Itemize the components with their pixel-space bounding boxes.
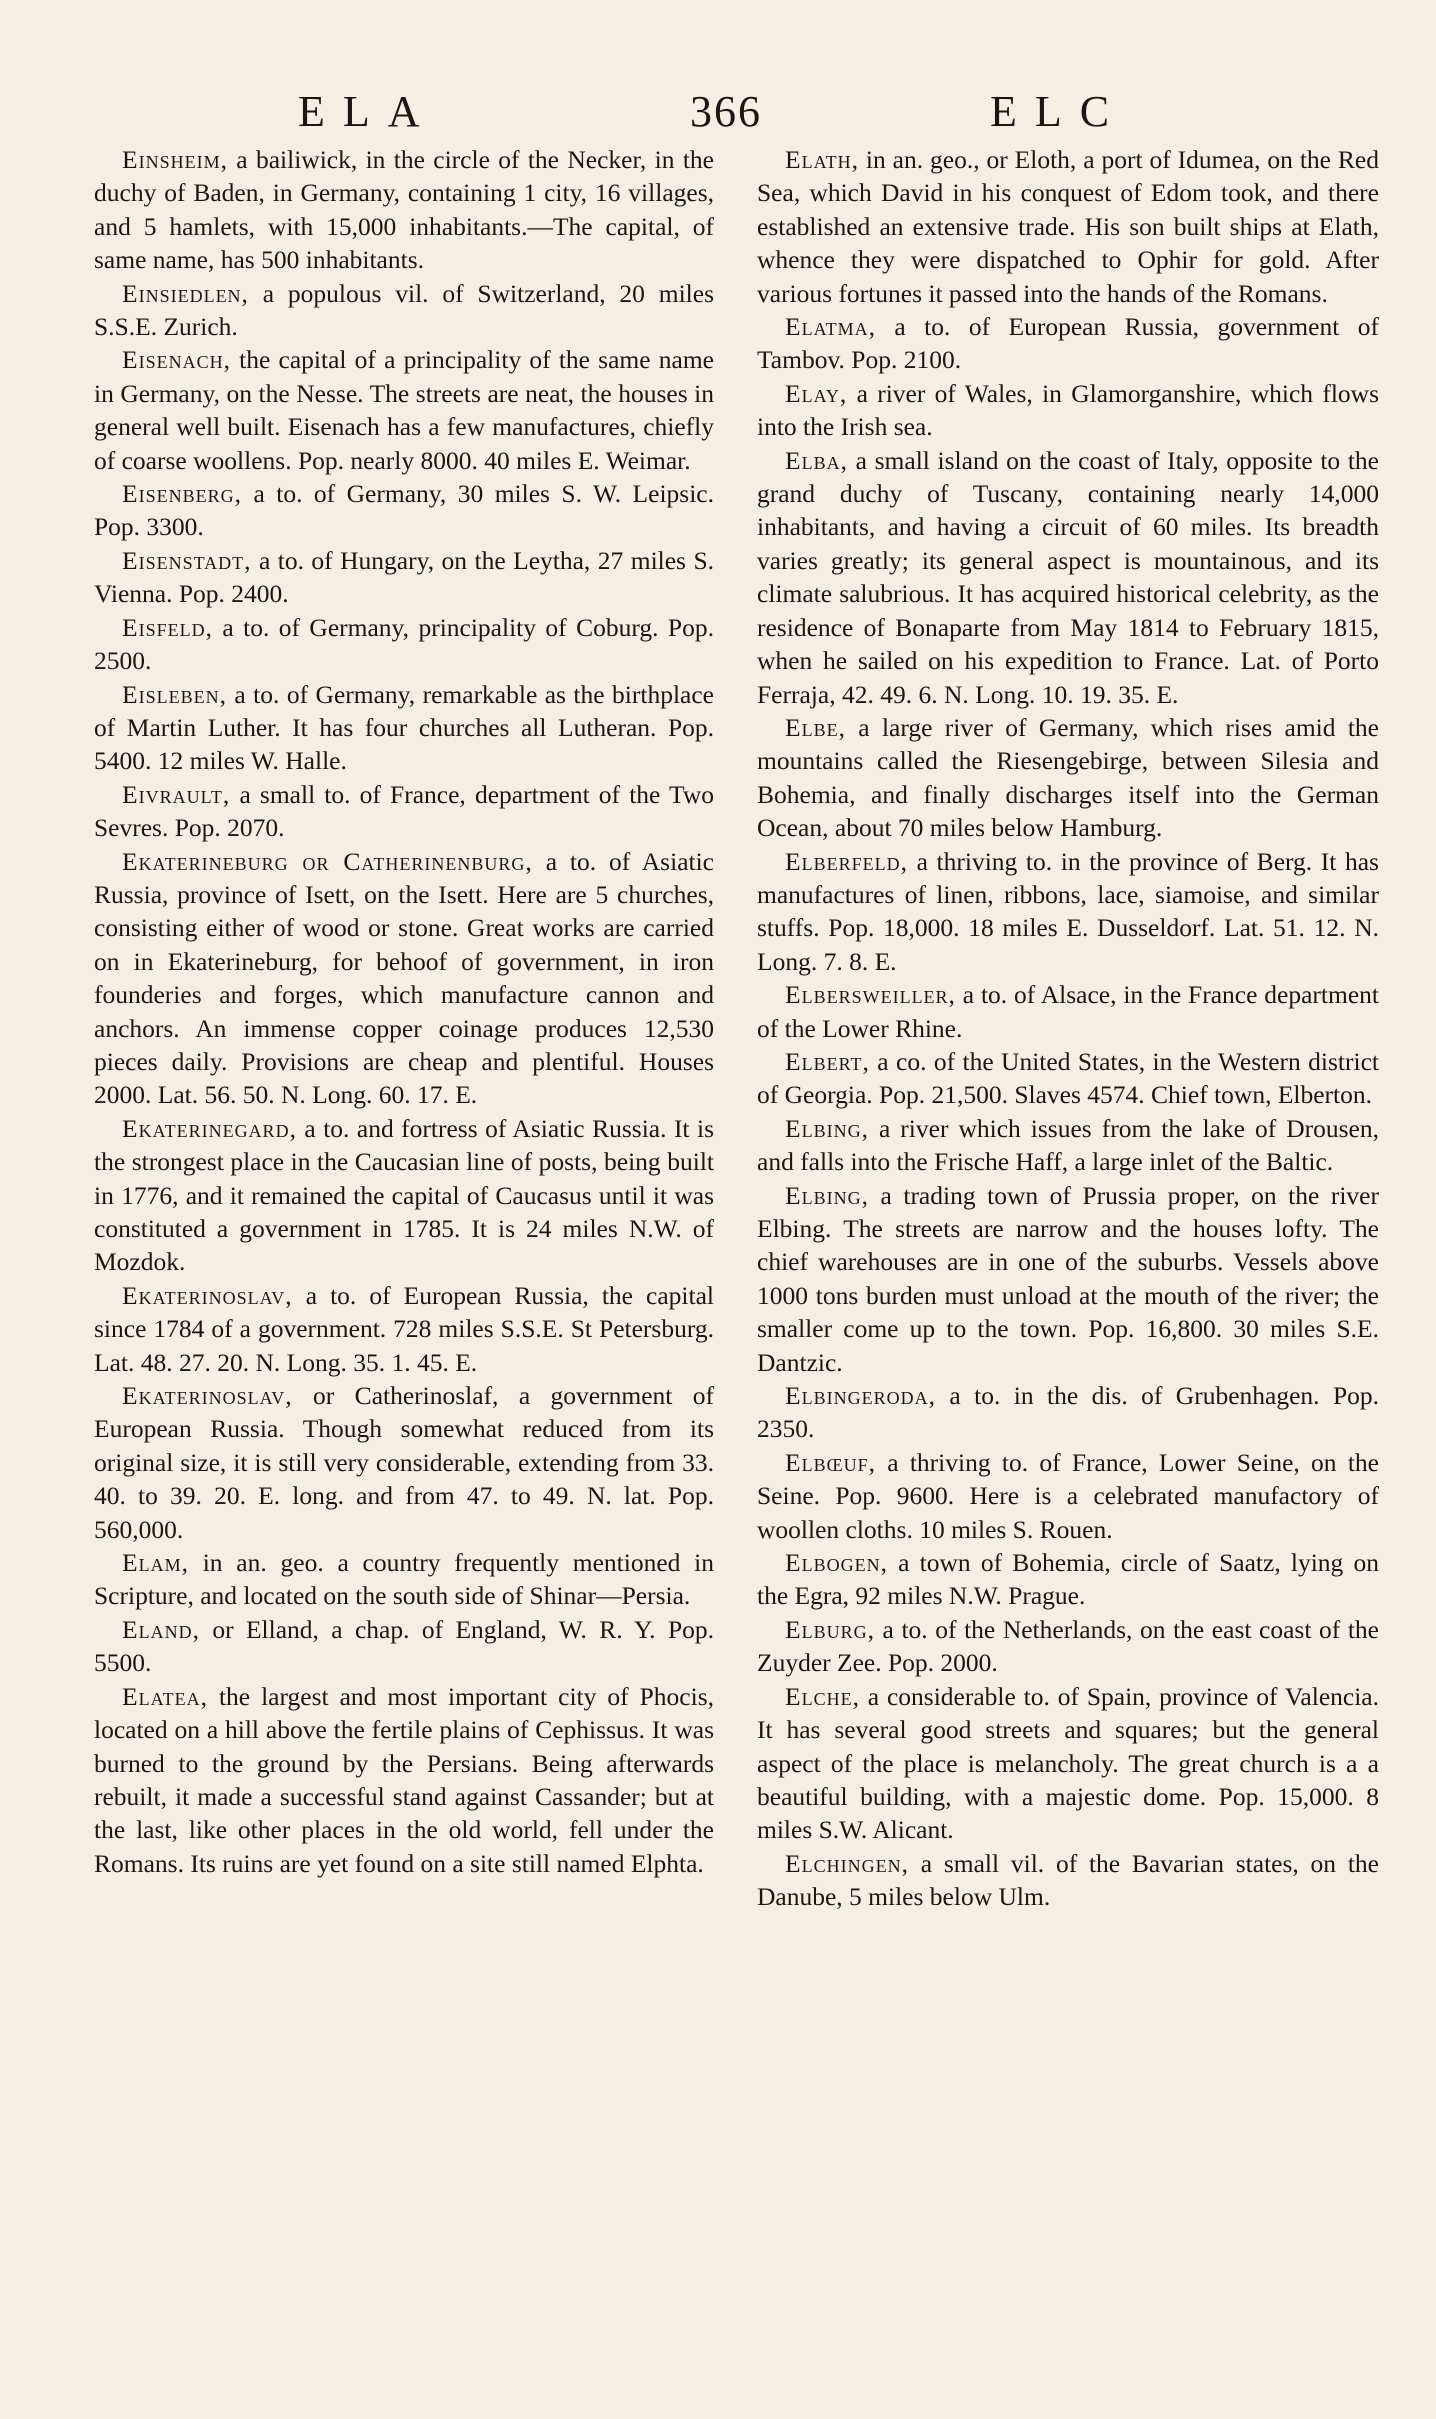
gazetteer-entry bbox=[757, 1680, 1379, 1847]
gazetteer-entry bbox=[757, 845, 1379, 979]
entry-text: a river of Wales, in Glamorganshire, which flows into the Irish sea. bbox=[757, 378, 1379, 442]
entry-headword: Eivrault, bbox=[122, 779, 231, 809]
entry-headword: Elatea, bbox=[122, 1681, 208, 1711]
entry-headword: Elchingen, bbox=[785, 1848, 909, 1878]
entry-text: the capital of a principality of the same name in Germany, on the Nesse. The streets are neat, the houses in general well built. Eisenach has a few manufactures, chiefly of coarse woollens. Pop. nearly 8000. 40 miles E. Weimar. bbox=[94, 345, 714, 475]
gazetteer-entry bbox=[94, 1379, 714, 1546]
entry-text: a to. in the dis. of Grubenhagen. Pop. 2350. bbox=[757, 1381, 1379, 1444]
entry-headword: Eisfeld, bbox=[122, 612, 213, 642]
entry-headword: Elbert, bbox=[785, 1046, 870, 1076]
gazetteer-entry bbox=[757, 1112, 1379, 1179]
gazetteer-entry bbox=[94, 1112, 714, 1279]
gazetteer-entry bbox=[94, 1546, 714, 1613]
gazetteer-entry bbox=[94, 277, 714, 344]
entry-headword: Elath, bbox=[785, 145, 859, 174]
entry-headword: Elba, bbox=[785, 445, 848, 475]
gazetteer-entry bbox=[757, 1179, 1379, 1379]
gazetteer-entry bbox=[94, 1680, 714, 1880]
entry-headword: Elay, bbox=[785, 378, 848, 408]
entry-headword: Eisenstadt, bbox=[122, 545, 252, 575]
gazetteer-entry bbox=[757, 143, 1379, 310]
entry-headword: Elbing, bbox=[785, 1180, 869, 1210]
entry-headword: Elburg, bbox=[785, 1614, 875, 1644]
entry-headword: Elbœuf, bbox=[785, 1447, 876, 1477]
entry-text: a large river of Germany, which rises amid the mountains called the Riesengebirge, between Silesia and Bohemia, and finally discharges itself into the German Ocean, about 70 miles below Hamburg. bbox=[757, 712, 1379, 843]
entry-text: in an. geo., or Eloth, a port of Idumea, on the Red Sea, which David in his conquest of Edom took, and there established an extensive trade. His son built ships at Elath, whence they were dispatched to Ophir for gold. After various fortunes it passed into the hands of the Romans. bbox=[757, 145, 1379, 308]
entry-text: a small to. of France, department of the Two Sevres. Pop. 2070. bbox=[94, 779, 714, 843]
entry-headword: Ekaterineburg or Catherinenburg, bbox=[122, 846, 533, 876]
gazetteer-entry bbox=[757, 1546, 1379, 1613]
entry-headword: Eland, bbox=[122, 1614, 200, 1644]
right-column bbox=[757, 143, 1379, 1914]
gazetteer-entry bbox=[757, 978, 1379, 1045]
entry-headword: Elbogen, bbox=[785, 1548, 888, 1578]
entry-text: a thriving to. in the province of Berg. It has manufactures of linen, ribbons, lace, siamoise, and similar stuffs. Pop. 18,000. 18 miles E. Dusseldorf. Lat. 51. 12. N. Long. 7. 8. E. bbox=[757, 846, 1379, 976]
gazetteer-entry bbox=[94, 611, 714, 678]
gazetteer-entry bbox=[757, 310, 1379, 377]
entry-text: a town of Bohemia, circle of Saatz, lying on the Egra, 92 miles N.W. Prague. bbox=[757, 1548, 1379, 1611]
entry-headword: Eisenach, bbox=[122, 345, 231, 375]
entry-headword: Eisleben, bbox=[122, 679, 227, 709]
entry-headword: Ekaterinoslav, bbox=[122, 1381, 293, 1411]
entry-text: a thriving to. of France, Lower Seine, on the Seine. Pop. 9600. Here is a celebrated manufactory of woollen cloths. 10 miles S. Rouen. bbox=[757, 1447, 1379, 1544]
gazetteer-entry bbox=[757, 1847, 1379, 1914]
gazetteer-entry bbox=[757, 1446, 1379, 1546]
entry-text: a to. of the Netherlands, on the east coast of the Zuyder Zee. Pop. 2000. bbox=[757, 1614, 1379, 1678]
entry-text: or Catherinoslaf, a government of European Russia. Though somewhat reduced from its original size, it is still very considerable, extending from 33. 40. to 39. 20. E. long. and from 47. to 49. N. lat. Pop. 560,000. bbox=[94, 1381, 714, 1544]
gazetteer-entry bbox=[94, 845, 714, 1112]
left-column bbox=[94, 143, 714, 1880]
entry-headword: Eisenberg, bbox=[122, 479, 242, 509]
entry-text: a to. of Asiatic Russia, province of Isett, on the Isett. Here are 5 churches, consisting either of wood or stone. Great works are carried on in Ekaterineburg, for behoof of government, in iron founderies and forges, which manufacture cannon and anchors. An immense copper coinage produces 12,530 pieces daily. Provisions are cheap and plentiful. Houses 2000. Lat. 56. 50. N. Long. 60. 17. E. bbox=[94, 846, 714, 1110]
gazetteer-entry bbox=[94, 343, 714, 477]
entry-text: a small island on the coast of Italy, opposite to the grand duchy of Tuscany, containing nearly 14,000 inhabitants, and having a circuit of 60 miles. Its breadth varies greatly; its general aspect is mountainous, and its climate salubrious. It has acquired historical celebrity, as the residence of Bonaparte from May 1814 to February 1815, when he sailed on his expedition to France. Lat. of Porto Ferraja, 42. 49. 6. N. Long. 10. 19. 35. E. bbox=[757, 445, 1379, 709]
gazetteer-entry bbox=[94, 477, 714, 544]
entry-text: a populous vil. of Switzerland, 20 miles S.S.E. Zurich. bbox=[94, 278, 714, 342]
gazetteer-entry bbox=[94, 1613, 714, 1680]
gazetteer-entry bbox=[757, 377, 1379, 444]
entry-text: a to. of Germany, principality of Coburg. Pop. 2500. bbox=[94, 612, 714, 676]
entry-text: a to. of Germany, 30 miles S. W. Leipsic. Pop. 3300. bbox=[94, 479, 714, 542]
entry-headword: Elbersweiller, bbox=[785, 980, 956, 1010]
gazetteer-entry bbox=[94, 143, 714, 277]
entry-text: a river which issues from the lake of Drousen, and falls into the Frische Haff, a large inlet of the Baltic. bbox=[757, 1113, 1379, 1177]
header-right-guide-word: ELC bbox=[990, 87, 1128, 136]
entry-text: a to. of European Russia, government of Tambov. Pop. 2100. bbox=[757, 312, 1379, 375]
gazetteer-entry bbox=[94, 778, 714, 845]
entry-text: a to. of Germany, remarkable as the birthplace of Martin Luther. It has four churches all Lutheran. Pop. 5400. 12 miles W. Halle. bbox=[94, 679, 714, 776]
header-left-guide-word: ELA bbox=[298, 87, 438, 136]
entry-headword: Ekaterinegard, bbox=[122, 1113, 297, 1143]
entry-headword: Elche, bbox=[785, 1681, 860, 1711]
entry-text: a trading town of Prussia proper, on the river Elbing. The streets are narrow and the houses lofty. The chief warehouses are in one of the suburbs. Vessels above 1000 tons burden must unload at the mouth of the river; the smaller come up to the town. Pop. 16,800. 30 miles S.E. Dantzic. bbox=[757, 1180, 1379, 1377]
entry-headword: Elbingeroda, bbox=[785, 1381, 936, 1411]
entry-text: or Elland, a chap. of England, W. R. Y. Pop. 5500. bbox=[94, 1614, 714, 1678]
gazetteer-entry bbox=[94, 678, 714, 778]
gazetteer-entry bbox=[757, 1379, 1379, 1446]
entry-headword: Elberfeld, bbox=[785, 846, 908, 876]
entry-text: a bailiwick, in the circle of the Necker, in the duchy of Baden, in Germany, containing 1 city, 16 villages, and 5 hamlets, with 15,000 inhabitants.—The capital, of same name, has 500 inhabitants. bbox=[94, 145, 714, 275]
entry-text: a to. and fortress of Asiatic Russia. It is the strongest place in the Caucasian line of posts, being built in 1776, and it remained the capital of Caucasus until it was constituted a government in 1785. It is 24 miles N.W. of Mozdok. bbox=[94, 1113, 714, 1277]
entry-headword: Elbing, bbox=[785, 1113, 869, 1143]
entry-text: in an. geo. a country frequently mentioned in Scripture, and located on the south side of Shinar—Persia. bbox=[94, 1548, 714, 1611]
entry-headword: Elatma, bbox=[785, 312, 876, 342]
entry-headword: Einsiedlen, bbox=[122, 278, 249, 308]
gazetteer-entry bbox=[94, 544, 714, 611]
running-header bbox=[0, 84, 1436, 140]
entry-text: a small vil. of the Bavarian states, on the Danube, 5 miles below Ulm. bbox=[757, 1848, 1379, 1912]
entry-text: a to. of Hungary, on the Leytha, 27 miles S. Vienna. Pop. 2400. bbox=[94, 545, 714, 609]
entry-text: a to. of Alsace, in the France department of the Lower Rhine. bbox=[757, 980, 1379, 1043]
entry-headword: Elbe, bbox=[785, 712, 846, 742]
entry-text: a considerable to. of Spain, province of Valencia. It has several good streets and squares; but the general aspect of the place is melancholy. The great church is a a beautiful building, with a majestic dome. Pop. 15,000. 8 miles S.W. Alicant. bbox=[757, 1681, 1379, 1845]
entry-headword: Einsheim, bbox=[122, 145, 228, 174]
gazetteer-entry bbox=[757, 1045, 1379, 1112]
page-number: 366 bbox=[690, 87, 762, 136]
gazetteer-entry bbox=[757, 711, 1379, 845]
entry-text: a to. of European Russia, the capital since 1784 of a government. 728 miles S.S.E. St Petersburg. Lat. 48. 27. 20. N. Long. 35. 1. 45. E. bbox=[94, 1280, 714, 1377]
gazetteer-entry bbox=[757, 444, 1379, 711]
gazetteer-entry bbox=[757, 1613, 1379, 1680]
gazetteer-entry bbox=[94, 1279, 714, 1379]
entry-headword: Elam, bbox=[122, 1548, 189, 1578]
entry-text: the largest and most important city of Phocis, located on a hill above the fertile plains of Cephissus. It was burned to the ground by the Persians. Being afterwards rebuilt, it made a successful stand against Cassander; but at the last, like other places in the old world, fell under the Romans. Its ruins are yet found on a site still named Elphta. bbox=[94, 1681, 714, 1878]
entry-headword: Ekaterinoslav, bbox=[122, 1280, 293, 1310]
entry-text: a co. of the United States, in the Western district of Georgia. Pop. 21,500. Slaves 4574. Chief town, Elberton. bbox=[757, 1046, 1379, 1110]
